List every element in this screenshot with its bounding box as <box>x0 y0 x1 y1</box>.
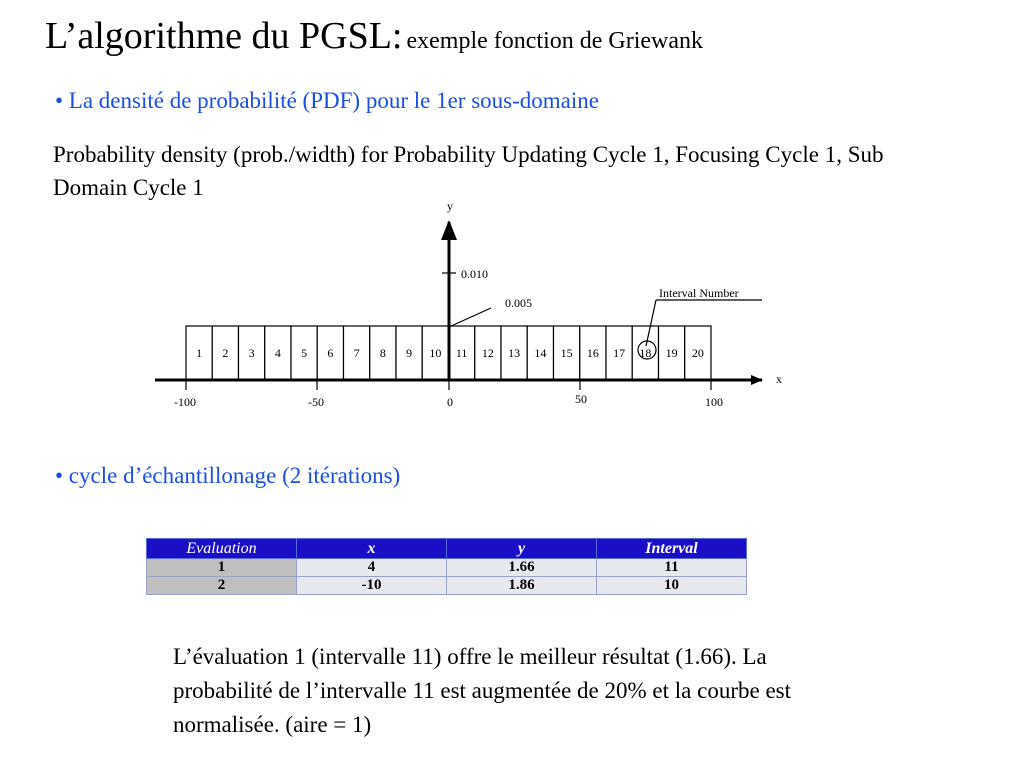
bar-label-5: 5 <box>301 346 308 360</box>
bar-label-19: 19 <box>665 346 678 360</box>
title-subtitle: exemple fonction de Griewank <box>406 28 704 54</box>
cell-interval: 11 <box>597 559 747 577</box>
cell-x: -10 <box>297 577 447 595</box>
bar-label-6: 6 <box>327 346 334 360</box>
conclusion-text: L’évaluation 1 (intervalle 11) offre le meilleur résultat (1.66). La probabilité de l’intervalle 11 est augmentée de 20% et la courbe est normalisée. (aire = 1) <box>173 644 791 737</box>
cell-y: 1.86 <box>447 577 597 595</box>
y-axis-label: y <box>447 199 453 213</box>
cell-evaluation: 1 <box>147 559 297 577</box>
bullet-sampling-cycle: • cycle d’échantillonage (2 itérations) <box>55 463 401 488</box>
header-evaluation: Evaluation <box>147 539 297 559</box>
bar-label-14: 14 <box>534 346 547 360</box>
chart-description: Probability density (prob./width) for Probability Updating Cycle 1, Focusing Cycle 1, Sub Domain Cycle 1 <box>53 142 884 200</box>
bar-label-12: 12 <box>481 346 494 360</box>
y-tick-0005-leader <box>449 308 491 327</box>
y-axis-arrowhead <box>441 220 457 240</box>
bar-label-4: 4 <box>274 346 281 360</box>
x-axis-label: x <box>776 372 782 386</box>
bullet-pdf: • La densité de probabilité (PDF) pour le 1er sous-domaine <box>55 88 599 113</box>
x-tick-label-neg50: -50 <box>308 395 324 409</box>
y-tick-label-0005: 0.005 <box>505 296 532 310</box>
title-main: L’algorithme du PGSL: <box>45 15 403 57</box>
cell-interval: 10 <box>597 577 747 595</box>
header-y: y <box>447 539 597 559</box>
bar-label-13: 13 <box>508 346 521 360</box>
cell-y: 1.66 <box>447 559 597 577</box>
header-interval: Interval <box>597 539 747 559</box>
y-tick-label-0010: 0.010 <box>461 267 488 281</box>
x-tick-label-50: 50 <box>575 392 587 406</box>
x-ticks <box>186 381 711 390</box>
bar-label-7: 7 <box>353 346 360 360</box>
table-row <box>147 577 747 595</box>
bar-label-2: 2 <box>222 346 229 360</box>
header-x: x <box>297 539 447 559</box>
bar-label-18: 18 <box>639 346 652 360</box>
x-tick-label-0: 0 <box>447 395 453 409</box>
cell-evaluation: 2 <box>147 577 297 595</box>
bar-label-20: 20 <box>691 346 704 360</box>
cell-x: 4 <box>297 559 447 577</box>
bar-label-17: 17 <box>613 346 626 360</box>
annotation-label: Interval Number <box>659 286 739 300</box>
bar-label-9: 9 <box>406 346 413 360</box>
bar-label-3: 3 <box>248 346 255 360</box>
x-tick-label-neg100: -100 <box>174 395 196 409</box>
table-header-row <box>147 539 747 559</box>
bar-label-10: 10 <box>429 346 442 360</box>
bar-label-11: 11 <box>455 346 468 360</box>
x-tick-label-100: 100 <box>705 395 723 409</box>
table-row <box>147 559 747 577</box>
bar-label-8: 8 <box>379 346 386 360</box>
bar-label-15: 15 <box>560 346 573 360</box>
bar-label-1: 1 <box>196 346 203 360</box>
evaluation-table <box>146 538 747 595</box>
bar-label-16: 16 <box>586 346 599 360</box>
